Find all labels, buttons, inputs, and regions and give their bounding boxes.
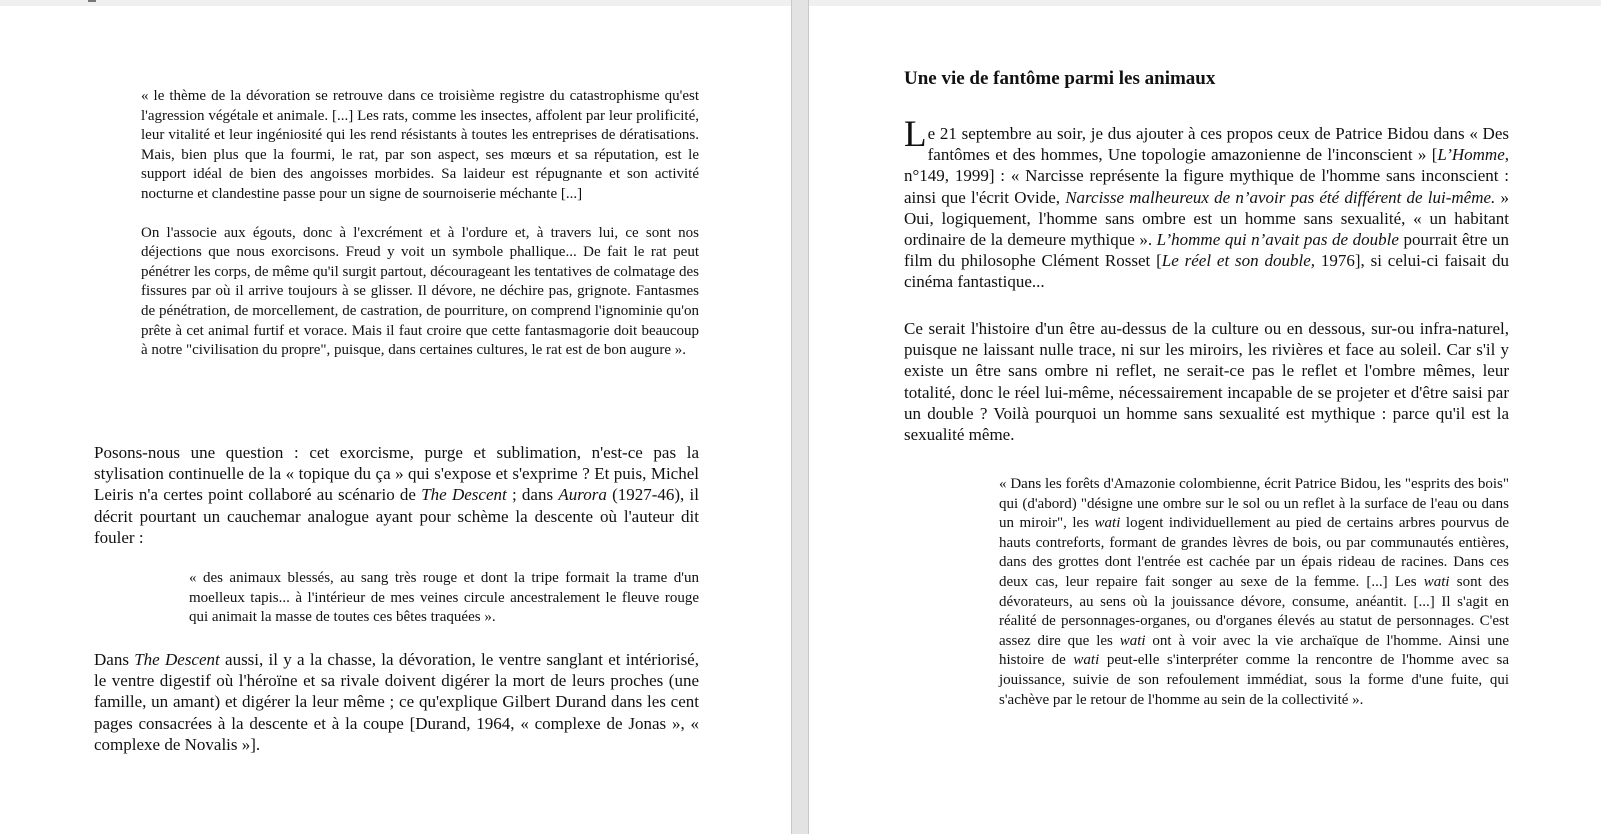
block-quote-bidou: « Dans les forêts d'Amazonie colombienne, écrit Patrice Bidou, les "esprits des bois" qui (d'abord) "désigne une ombre sur le sol ou un reflet à la surface de l'eau ou dans un miroir", les wati logent individuellement au pied de certains arbres pourvus de hauts contreforts, formant de grandes lèvres de bois, ou par communautés entières, dans des grottes dont l'entrée est cachée par un épais rideau de racines. Dans ces deux cas, leur repaire fait songer au sexe de la femme. [...] Les wati sont des dévorateurs, au sens où la jouissance dévore, consume, anéantit. [...] Il s'agit en réalité de personnages-organes, ou d'organes élevés au statut de personnages. C'est assez dire que les wati ont à voir avec la vie archaïque de l'homme. Ainsi une histoire de wati peut-elle s'interpréter comme la rencontre de l'homme avec sa jouissance, suivie de son refoulement immédiat, sous la forme d'une fuite, qui s'achève par le retour de l'homme au sein de la collectivité ». bbox=[999, 476, 1510, 708]
block-quote-leiris: « des animaux blessés, au sang très rouge et dont la tripe formait la trame d'un moelleux tapis... à l'intérieur de mes veines circule ancestralement le fleuve rouge qui animait la masse de toutes ces bêtes traquées ». bbox=[189, 570, 699, 626]
indent-marker[interactable] bbox=[88, 0, 96, 2]
drop-cap: L bbox=[904, 114, 927, 155]
body-paragraph: Ce serait l'histoire d'un être au-dessus de la culture ou en dessous, sur-ou infra-naturel, puisque ne laissant nulle trace, ni sur les miroirs, les rivières et face au soleil. Car s'il y existe un être sans ombre ni reflet, ne serait-ce pas le reflet et l'ombre mêmes, leur totalité, donc le réel lui-même, nécessairement incapable de se projeter et d'être saisi par un double ? Voilà pourquoi un homme sans sexualité est mythique : parce qu'il est la sexualité même. bbox=[904, 319, 1509, 445]
page-gap bbox=[791, 0, 809, 834]
body-paragraph: Dans The Descent aussi, il y a la chasse, la dévoration, le ventre sanglant et intériorisé, le ventre digestif où l'héroïne et sa rivale doivent digérer la mort de leurs proches (une famille, un amant) et digérer la leur même ; ce qu'explique Gilbert Durand dans les cent pages consacrées à la descente et à la coupe [Durand, 1964, « complexe de Jonas », « complexe de Novalis »]. bbox=[94, 650, 699, 754]
quote-paragraph: On l'associe aux égouts, donc à l'excrément et à l'ordure et, à travers lui, ce sont nos déjections que nous exorcisons. Freud y voit un symbole phallique... De fait le rat peut pénétrer les corps, de même qu'il surgit partout, décourageant les tentatives de colmatage des fissures par où il arrive toujours à se glisser. Il dévore, ne déchire pas, grignote. Fantasmes de pénétration, de morcellement, de castration, de pourriture, on comprend l'ignominie qu'on prête à cet animal furtif et vorace. Mais il faut croire que cette fantasmagorie doit beaucoup à notre "civilisation du propre", puisque, dans certaines cultures, le rat est de bon augure ». bbox=[141, 224, 699, 359]
quote-paragraph: « le thème de la dévoration se retrouve dans ce troisième registre du catastrophisme qu'est l'agression végétale et animale. [...] Les rats, comme les insectes, affolent par leur prolificité, leur vitalité et leur ingéniosité qui les rend résistants à toutes les entreprises de dératisations. Mais, bien plus que la fourmi, le rat, par son aspect, ses mœurs et sa réputation, est le support idéal de bien des angoisses morbides. Sa laideur est répugnante et son activité nocturne et clandestine passe pour un signe de sournoiserie méchante [...] bbox=[141, 88, 699, 202]
body-paragraph: Le 21 septembre au soir, je dus ajouter à ces propos ceux de Patrice Bidou dans « Des fantômes et des hommes, Une topologie amazonienne de l'inconscient » [L’Homme, n°149, 1999] : « Narcisse représente la figure mythique de l'homme sans inconscient : ainsi que l'écrit Ovide, Narcisse malheureux de n’avoir pas été différent de lui-même. » Oui, logiquement, l'homme sans ombre est un homme sans sexualité, « un habitant ordinaire de la demeure mythique ». L’homme qui n’avait pas de double pourrait être un film du philosophe Clément Rosset [Le réel et son double, 1976], si celui-ci faisait du cinéma fantastique... bbox=[904, 114, 1510, 292]
document-page-left[interactable] bbox=[0, 6, 791, 834]
document-page-right[interactable] bbox=[809, 6, 1601, 834]
block-quote-rats bbox=[141, 87, 699, 361]
section-heading: Une vie de fantôme parmi les animaux bbox=[904, 68, 1216, 89]
body-paragraph: Posons-nous une question : cet exorcisme, purge et sublimation, n'est-ce pas la stylisation continuelle de la « topique du ça » qui s'expose et s'exprime ? Et puis, Michel Leiris n'a certes point collaboré au scénario de The Descent ; dans Aurora (1927-46), il décrit pourtant un cauchemar analogue ayant pour schème la descente où l'auteur dit fouler : bbox=[94, 443, 699, 547]
